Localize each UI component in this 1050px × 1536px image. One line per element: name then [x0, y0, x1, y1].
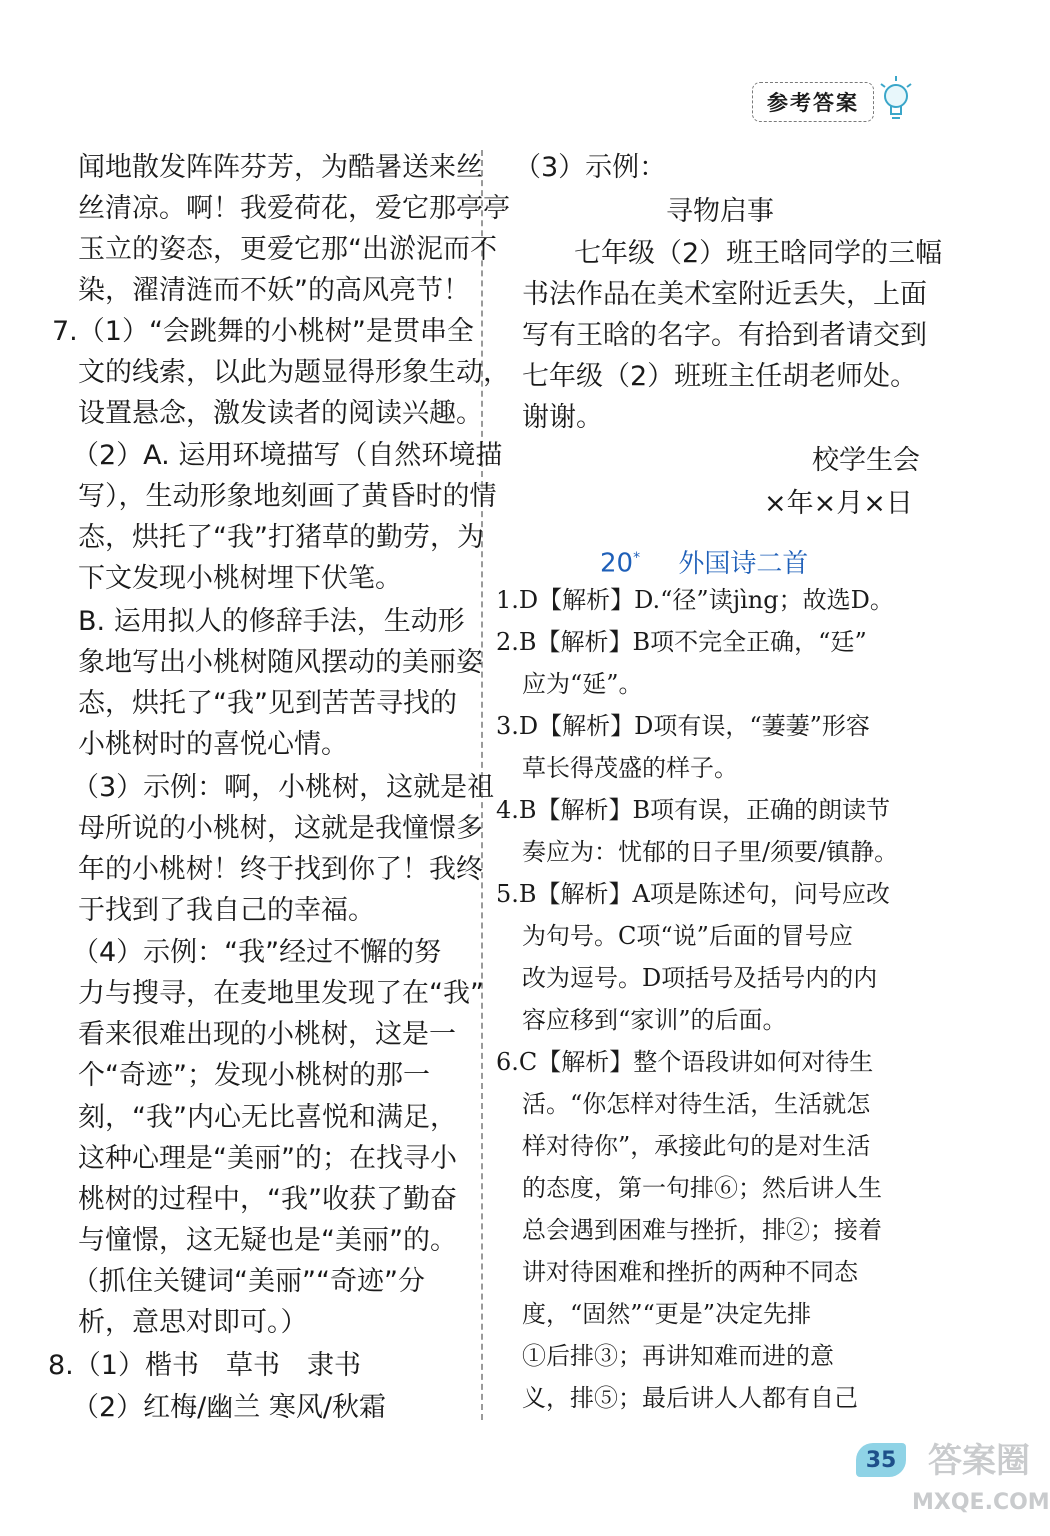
answer-line: 为句号。C项“说”后面的冒号应 — [522, 922, 853, 950]
answer-1: 1.D【解析】D.“径”读jìng；故选D。 — [496, 586, 894, 614]
text-line: 设置悬念，激发读者的阅读兴趣。 — [78, 398, 483, 429]
section-heading — [600, 538, 808, 578]
text-line: 小桃树时的喜悦心情。 — [78, 729, 348, 760]
text-line: 桃树的过程中，“我”收获了勤奋 — [78, 1184, 457, 1215]
answer-line: 义，排⑤；最后讲人人都有自己 — [522, 1384, 858, 1412]
text-line: 看来很难出现的小桃树，这是一 — [78, 1019, 456, 1050]
text-line: 文的线索，以此为题显得形象生动， — [78, 357, 510, 388]
answer-line: 奏应为：忧郁的日子里/须要/镇静。 — [522, 838, 899, 866]
notice-line: 书法作品在美术室附近丢失，上面 — [522, 279, 927, 310]
text-line: 下文发现小桃树埋下伏笔。 — [78, 563, 402, 594]
text-line: 写），生动形象地刻画了黄昏时的情 — [78, 481, 497, 512]
notice-date: ×年×月×日 — [764, 488, 913, 519]
text-line: 态，烘托了“我”打猪草的勤劳，为 — [78, 522, 484, 553]
watermark-text: 答案圈 — [928, 1441, 1030, 1481]
text-line: 闻地散发阵阵芬芳，为酷暑送来丝 — [78, 152, 483, 183]
text-line: 析，意思对即可。） — [78, 1307, 308, 1338]
answer-line: 总会遇到困难与挫折，排②；接着 — [522, 1216, 882, 1244]
notice-line: 七年级（2）班班主任胡老师处。 — [522, 361, 918, 392]
text-line: 这种心理是“美丽”的；在找寻小 — [78, 1143, 457, 1174]
watermark-logo — [912, 1440, 1050, 1532]
text-line: （2）A. 运用环境描写（自然环境描 — [72, 440, 503, 471]
answer-4: 4.B【解析】B项有误，正确的朗读节 — [496, 796, 891, 824]
notice-line: 七年级（2）班王晗同学的三幅 — [574, 238, 943, 269]
text-line: 象地写出小桃树随风摆动的美丽姿 — [78, 647, 483, 678]
notice-line: 谢谢。 — [522, 402, 603, 433]
text-line: B. 运用拟人的修辞手法，生动形 — [78, 606, 465, 637]
text-line: （4）示例：“我”经过不懈的努 — [72, 937, 442, 968]
question-8: 8.（1）楷书 草书 隶书 — [48, 1350, 361, 1381]
text-line: 与憧憬，这无疑也是“美丽”的。 — [78, 1225, 457, 1256]
answer-line: 改为逗号。D项括号及括号内的内 — [522, 964, 878, 992]
section-title: 外国诗二首 — [678, 548, 809, 579]
answer-line: ①后排③；再讲知难而进的意 — [522, 1342, 834, 1370]
answer-6: 6.C【解析】整个语段讲如何对待生 — [496, 1048, 874, 1076]
answer-2: 2.B【解析】B项不完全正确，“廷” — [496, 628, 867, 656]
answer-line: 讲对待困难和挫折的两种不同态 — [522, 1258, 858, 1286]
answer-line: 容应移到“家训”的后面。 — [522, 1006, 787, 1034]
notice-title: 寻物启事 — [666, 196, 774, 227]
page-number: 35 — [856, 1443, 906, 1477]
text-line: 刻，“我”内心无比喜悦和满足， — [78, 1102, 457, 1133]
text-line: （3）示例：啊，小桃树，这就是祖 — [72, 772, 495, 803]
text-line: 母所说的小桃树，这就是我憧憬多 — [78, 813, 483, 844]
answer-line: 的态度，第一句排⑥；然后讲人生 — [522, 1174, 882, 1202]
text-line: 力与搜寻，在麦地里发现了在“我” — [78, 978, 484, 1009]
example-label: （3）示例： — [514, 152, 667, 183]
answer-key-tag: 参考答案 — [752, 82, 874, 122]
text-line: 丝清凉。啊！我爱荷花，爱它那亭亭 — [78, 193, 510, 224]
notice-line: 写有王晗的名字。有拾到者请交到 — [522, 320, 927, 351]
answer-line: 度，“固然”“更是”决定先排 — [522, 1300, 812, 1328]
answer-line: 应为“延”。 — [522, 670, 643, 698]
lightbulb-icon — [876, 70, 916, 130]
answer-line: 样对待你”，承接此句的是对生活 — [522, 1132, 871, 1160]
text-line: 态，烘托了“我”见到苦苦寻找的 — [78, 688, 457, 719]
text-line: 于找到了我自己的幸福。 — [78, 895, 375, 926]
answer-line: 活。“你怎样对待生活，生活就怎 — [522, 1090, 871, 1118]
text-line: 玉立的姿态，更爱它那“出淤泥而不 — [78, 234, 497, 265]
watermark-url: MXQE.COM — [912, 1490, 1050, 1515]
answer-3: 3.D【解析】D项有误，“萋萋”形容 — [496, 712, 870, 740]
text-line: 个“奇迹”；发现小桃树的那一 — [78, 1060, 430, 1091]
section-number: 20 — [600, 548, 634, 579]
text-line: 染，濯清涟而不妖”的高风亮节！ — [78, 275, 470, 306]
notice-signature: 校学生会 — [812, 445, 920, 476]
answer-5: 5.B【解析】A项是陈述句，问号应改 — [496, 880, 890, 908]
text-line: 年的小桃树！终于找到你了！我终 — [78, 854, 483, 885]
question-7: 7.（1）“会跳舞的小桃树”是贯串全 — [52, 316, 474, 347]
section-star: * — [633, 550, 641, 566]
answer-line: 草长得茂盛的样子。 — [522, 754, 738, 782]
text-line: （2）红梅/幽兰 寒风/秋霜 — [72, 1392, 386, 1423]
text-line: （抓住关键词“美丽”“奇迹”分 — [72, 1266, 425, 1297]
